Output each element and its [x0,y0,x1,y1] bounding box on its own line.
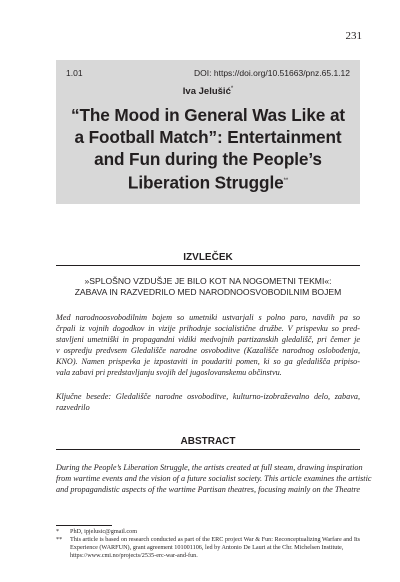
izvlecek-heading: IZVLEČEK [56,252,360,266]
abstract-line: During the People’s Liberation Struggle, the artists created at full steam, drawing inspiration [56,463,363,472]
title-line: a Football Match”: Entertainment [74,127,342,147]
title-line-text: Liberation Struggle [127,172,284,193]
abstract-line: and propagandistic aspects of the wartime Partisan theatres, focusing mainly on the Theatre [56,485,360,494]
title-line: and Fun during the People’s [94,149,322,169]
footnote-text: PhD, ipjelusic@gmail.com [70,528,138,535]
keywords-line: razvedrilo [56,403,90,412]
footnotes [56,528,360,560]
author-text: Iva Jelušić [182,86,231,98]
body-line: Med narodnoosvobodilnim bojem so umetniki ustvarjali s polno paro, navdih pa so [56,313,360,322]
footnote-mark: ** [56,536,63,543]
footnote-mark: * [56,528,60,535]
doi-link[interactable]: DOI: https://doi.org/10.51663/pnz.65.1.12 [194,68,350,78]
keywords-line: Ključne besede: Gledališče narodne osvoboditve, kulturno-izobraževalno delo, zabava, [56,392,360,401]
section-number: 1.01 [66,68,83,78]
title-line: “The Mood in General Was Like at [70,105,346,125]
body-line: črpali iz vojnih dogodkov in vizije prihodnje socialistične družbe. V prispevku so pred- [56,324,360,333]
article-title [62,104,354,194]
body-line: KNO). Namen prispevka je izpostaviti in poudariti pomen, ki so ga gledališča pripiso- [56,357,360,366]
abstract-line: from wartime events and the vision of a future socialist society. This article examines the artistic [56,474,372,483]
author-name [56,86,360,97]
footnote-text: This article is based on research conducted as part of the ERC project War & Fun: Reconceptualizing Warfare and Its Experience (WARFUN), grant agreement 101001106, led by Antonio De Lauri at the Chr. Michelsen Institute, https://www.cmi.no/projects/2535-erc-war-and-fun. [70,536,361,559]
title-line [62,170,354,194]
page-number: 231 [345,30,362,42]
body-line: v ospredju predvsem Gledališče narodne osvoboditve (Kazališče narodnog oslobođenja, [56,346,360,355]
izvlecek-subtitle [56,276,360,298]
izvlecek-keywords [56,391,360,413]
abstract-body [56,462,372,495]
abstract-heading: ABSTRACT [56,436,360,450]
footnote [56,528,360,536]
meta-row [66,68,350,78]
title-footnote-mark: ** [283,178,289,184]
subtitle-line: ZABAVA IN RAZVEDRILO MED NARODNOOSVOBODILNIM BOJEM [74,287,342,297]
footnote-rule [56,525,112,526]
footnote [56,536,360,560]
article-header [56,60,360,204]
subtitle-line: »SPLOŠNO VZDUŠJE JE BILO KOT NA NOGOMETNI TEKMI«: [84,276,332,286]
izvlecek-body [56,312,360,378]
body-line: vala zabavi pri predstavljanju svojih del jugoslovanskemu občinstvu. [56,368,282,377]
body-line: stavljeni umetniški in propagandni vidiki medvojnih partizanskih gledališč, pri čemer je [56,335,360,344]
author-footnote-mark: * [230,86,234,92]
